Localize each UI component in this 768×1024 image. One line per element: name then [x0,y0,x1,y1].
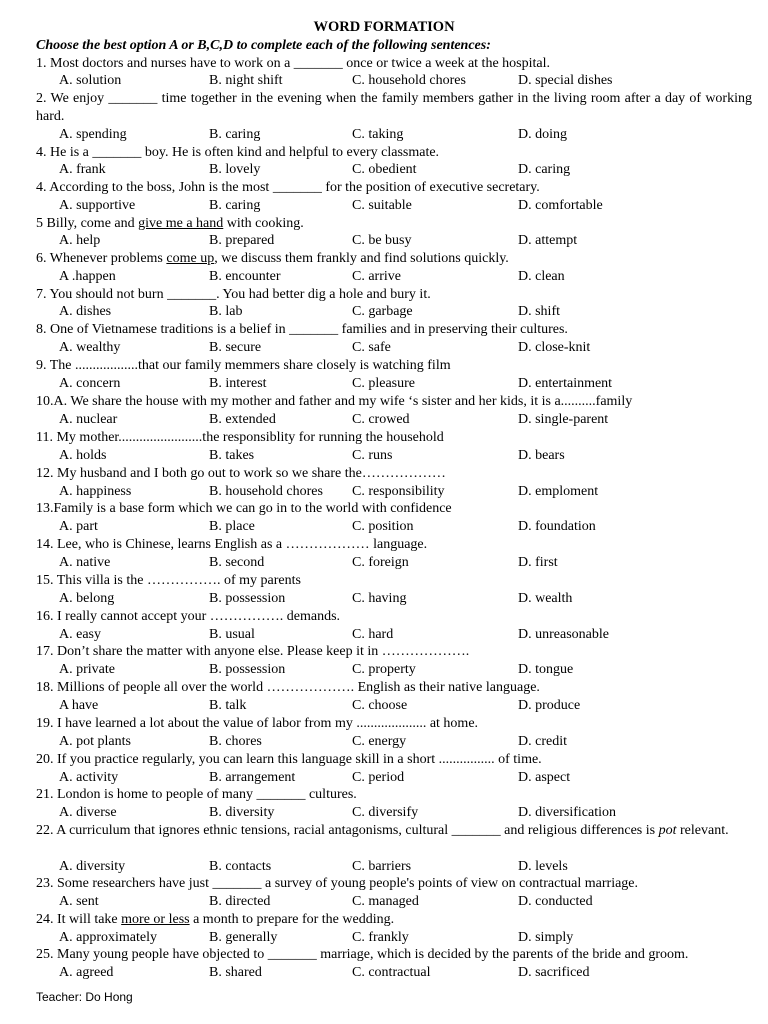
option-d: D. diversification [518,805,616,820]
option-c: C. foreign [352,555,409,570]
question-text: 16. I really cannot accept your ……………. demands. [36,609,341,624]
option-d: D. close-knit [518,340,591,355]
option-a: A. nuclear [59,412,118,427]
option-b: B. contacts [209,859,272,874]
option-d: D. emploment [518,484,599,499]
question-text-after: , we discuss them frankly and find solutions quickly. [214,251,509,266]
question-14 [36,536,752,554]
option-a: A. native [59,555,111,570]
option-b: B. takes [209,448,255,463]
option-c: C. garbage [352,304,413,319]
option-b: B. interest [209,376,267,391]
options-24 [0,929,768,947]
question-25 [36,946,752,964]
question-text: 11. My mother........................the responsiblity for running the household [36,430,444,445]
option-a: A. holds [59,448,107,463]
options-23 [0,893,768,911]
option-a: A. happiness [59,484,132,499]
underlined-phrase: more or less [121,912,190,927]
option-b: B. second [209,555,265,570]
option-a: A. agreed [59,965,114,980]
option-a: A. dishes [59,304,112,319]
question-text: 7. You should not burn _______. You had better dig a hole and bury it. [36,287,431,302]
option-c: C. position [352,519,414,534]
option-d: D. foundation [518,519,596,534]
option-b: B. shared [209,965,262,980]
options-22 [0,858,768,876]
options-9 [0,375,768,393]
option-d: D. first [518,555,558,570]
option-a: A. activity [59,770,119,785]
option-b: B. caring [209,198,261,213]
options-15 [0,590,768,608]
option-a: A. spending [59,127,127,142]
option-a: A. easy [59,627,101,642]
options-14 [0,554,768,572]
options-7 [0,303,768,321]
option-d: D. sacrificed [518,965,590,980]
option-c: C. pleasure [352,376,415,391]
question-5 [36,215,752,233]
option-d: D. bears [518,448,565,463]
options-17 [0,661,768,679]
option-a: A. diversity [59,859,126,874]
question-text: 8. One of Vietnamese traditions is a belief in _______ families and in preserving their cultures. [36,322,568,337]
question-text: 12. My husband and I both go out to work so we share the……………… [36,466,446,481]
option-d: D. comfortable [518,198,603,213]
option-c: C. property [352,662,416,677]
option-c: C. household chores [352,73,466,88]
option-a: A. supportive [59,198,136,213]
option-b: B. prepared [209,233,275,248]
options-3 [0,161,768,179]
question-17 [36,643,752,661]
question-text-after: relevant. [676,823,729,838]
options-1 [0,72,768,90]
option-c: C. crowed [352,412,410,427]
question-20 [36,751,752,769]
question-text: 4. He is a _______ boy. He is often kind and helpful to every classmate. [36,145,440,160]
option-a: A. frank [59,162,106,177]
option-b: B. encounter [209,269,281,284]
option-c: C. managed [352,894,419,909]
options-19 [0,733,768,751]
option-a: A. wealthy [59,340,121,355]
question-text: 23. Some researchers have just _______ a survey of young people's points of view on contractual marriage. [36,876,639,891]
option-d: D. simply [518,930,574,945]
italic-word: pot [658,823,677,838]
question-11 [36,429,752,447]
question-9 [36,357,752,375]
option-d: D. aspect [518,770,571,785]
underlined-phrase: give me a hand [138,216,224,231]
option-d: D. wealth [518,591,573,606]
option-c: C. taking [352,127,404,142]
option-a: A. diverse [59,805,117,820]
option-c: C. contractual [352,965,431,980]
option-a: A .happen [59,269,116,284]
option-b: B. caring [209,127,261,142]
option-d: D. credit [518,734,567,749]
option-d: D. single-parent [518,412,609,427]
question-text: 19. I have learned a lot about the value of labor from my .................... at home. [36,716,479,731]
options-13 [0,518,768,536]
option-a: A. private [59,662,115,677]
question-text: 1. Most doctors and nurses have to work on a _______ once or twice a week at the hospital. [36,56,550,71]
worksheet-title: WORD FORMATION [313,19,455,35]
option-b: B. chores [209,734,262,749]
option-b: B. lab [209,304,243,319]
option-b: B. diversity [209,805,275,820]
question-text: 9. The ..................that our family memmers share closely is watching film [36,358,451,373]
question-text: 13.Family is a base form which we can go in to the world with confidence [36,501,452,516]
question-text: 10.A. We share the house with my mother and father and my wife ‘s sister and her kids, it is a..........family [36,394,633,409]
question-24 [36,911,752,929]
question-16 [36,608,752,626]
option-c: C. responsibility [352,484,445,499]
options-25 [0,964,768,982]
option-b: B. directed [209,894,271,909]
options-10 [0,411,768,429]
option-d: D. levels [518,859,568,874]
question-3 [36,144,752,162]
question-text-after: a month to prepare for the wedding. [189,912,395,927]
options-11 [0,447,768,465]
question-text-after: with cooking. [223,216,304,231]
question-12 [36,465,752,483]
option-b: B. secure [209,340,262,355]
question-6 [36,250,752,268]
option-c: C. frankly [352,930,409,945]
option-c: C. obedient [352,162,417,177]
option-c: C. barriers [352,859,412,874]
option-a: A have [59,698,99,713]
question-4 [36,179,752,197]
option-d: D. conducted [518,894,593,909]
option-b: B. talk [209,698,247,713]
option-d: D. special dishes [518,73,613,88]
option-b: B. household chores [209,484,323,499]
options-12 [0,483,768,501]
question-7 [36,286,752,304]
teacher-footer: Teacher: Do Hong [36,990,133,1004]
question-15 [36,572,752,590]
option-b: B. lovely [209,162,261,177]
question-10 [36,393,752,411]
question-text: 14. Lee, who is Chinese, learns English as a ……………… language. [36,537,428,552]
option-c: C. period [352,770,405,785]
question-text: 21. London is home to people of many _______ cultures. [36,787,357,802]
options-8 [0,339,768,357]
question-1 [36,55,752,73]
option-c: C. having [352,591,407,606]
option-b: B. possession [209,662,286,677]
option-c: C. runs [352,448,393,463]
question-21 [36,786,752,804]
question-text-before: 22. A curriculum that ignores ethnic tensions, racial antagonisms, cultural _______ and religious differences is [36,823,659,838]
options-6 [0,268,768,286]
options-16 [0,626,768,644]
option-d: D. produce [518,698,581,713]
question-8 [36,321,752,339]
option-d: D. attempt [518,233,578,248]
option-c: C. hard [352,627,394,642]
question-text: 18. Millions of people all over the world ………………. English as their native language. [36,680,540,695]
option-a: A. approximately [59,930,157,945]
question-text-before: 5 Billy, come and [36,216,139,231]
option-b: B. place [209,519,255,534]
options-2 [0,126,768,144]
instructions: Choose the best option A or B,C,D to complete each of the following sentences: [36,38,491,53]
option-d: D. doing [518,127,567,142]
option-a: A. solution [59,73,122,88]
question-19 [36,715,752,733]
option-d: D. caring [518,162,571,177]
question-text: 2. We enjoy _______ time together in the evening when the family members gather in the living room after a day of working hard. [36,91,752,124]
question-text-before: 6. Whenever problems [36,251,167,266]
options-4 [0,197,768,215]
question-text: 25. Many young people have objected to _______ marriage, which is decided by the parents of the bride and groom. [36,947,689,962]
option-a: A. concern [59,376,121,391]
question-23 [36,875,752,893]
question-text: 17. Don’t share the matter with anyone else. Please keep it in ………………. [36,644,470,659]
option-c: C. diversify [352,805,419,820]
question-text: 20. If you practice regularly, you can learn this language skill in a short ................ of time. [36,752,542,767]
option-c: C. arrive [352,269,401,284]
question-text: 15. This villa is the ……………. of my parents [36,573,301,588]
option-a: A. part [59,519,98,534]
options-21 [0,804,768,822]
option-d: D. unreasonable [518,627,609,642]
option-d: D. shift [518,304,560,319]
option-a: A. help [59,233,101,248]
option-a: A. sent [59,894,99,909]
option-d: D. tongue [518,662,574,677]
options-20 [0,769,768,787]
question-text: 4. According to the boss, John is the most _______ for the position of executive secretary. [36,180,540,195]
option-a: A. belong [59,591,115,606]
option-b: B. possession [209,591,286,606]
option-c: C. choose [352,698,408,713]
option-d: D. entertainment [518,376,613,391]
question-22 [36,822,752,840]
option-b: B. generally [209,930,278,945]
options-5 [0,232,768,250]
option-b: B. arrangement [209,770,296,785]
question-2 [36,90,752,125]
option-c: C. suitable [352,198,412,213]
options-18 [0,697,768,715]
option-c: C. energy [352,734,407,749]
option-c: C. safe [352,340,391,355]
option-d: D. clean [518,269,565,284]
underlined-phrase: come up [166,251,215,266]
question-text-before: 24. It will take [36,912,122,927]
option-c: C. be busy [352,233,412,248]
question-18 [36,679,752,697]
option-a: A. pot plants [59,734,131,749]
question-13 [36,500,752,518]
option-b: B. usual [209,627,255,642]
option-b: B. extended [209,412,276,427]
option-b: B. night shift [209,73,283,88]
